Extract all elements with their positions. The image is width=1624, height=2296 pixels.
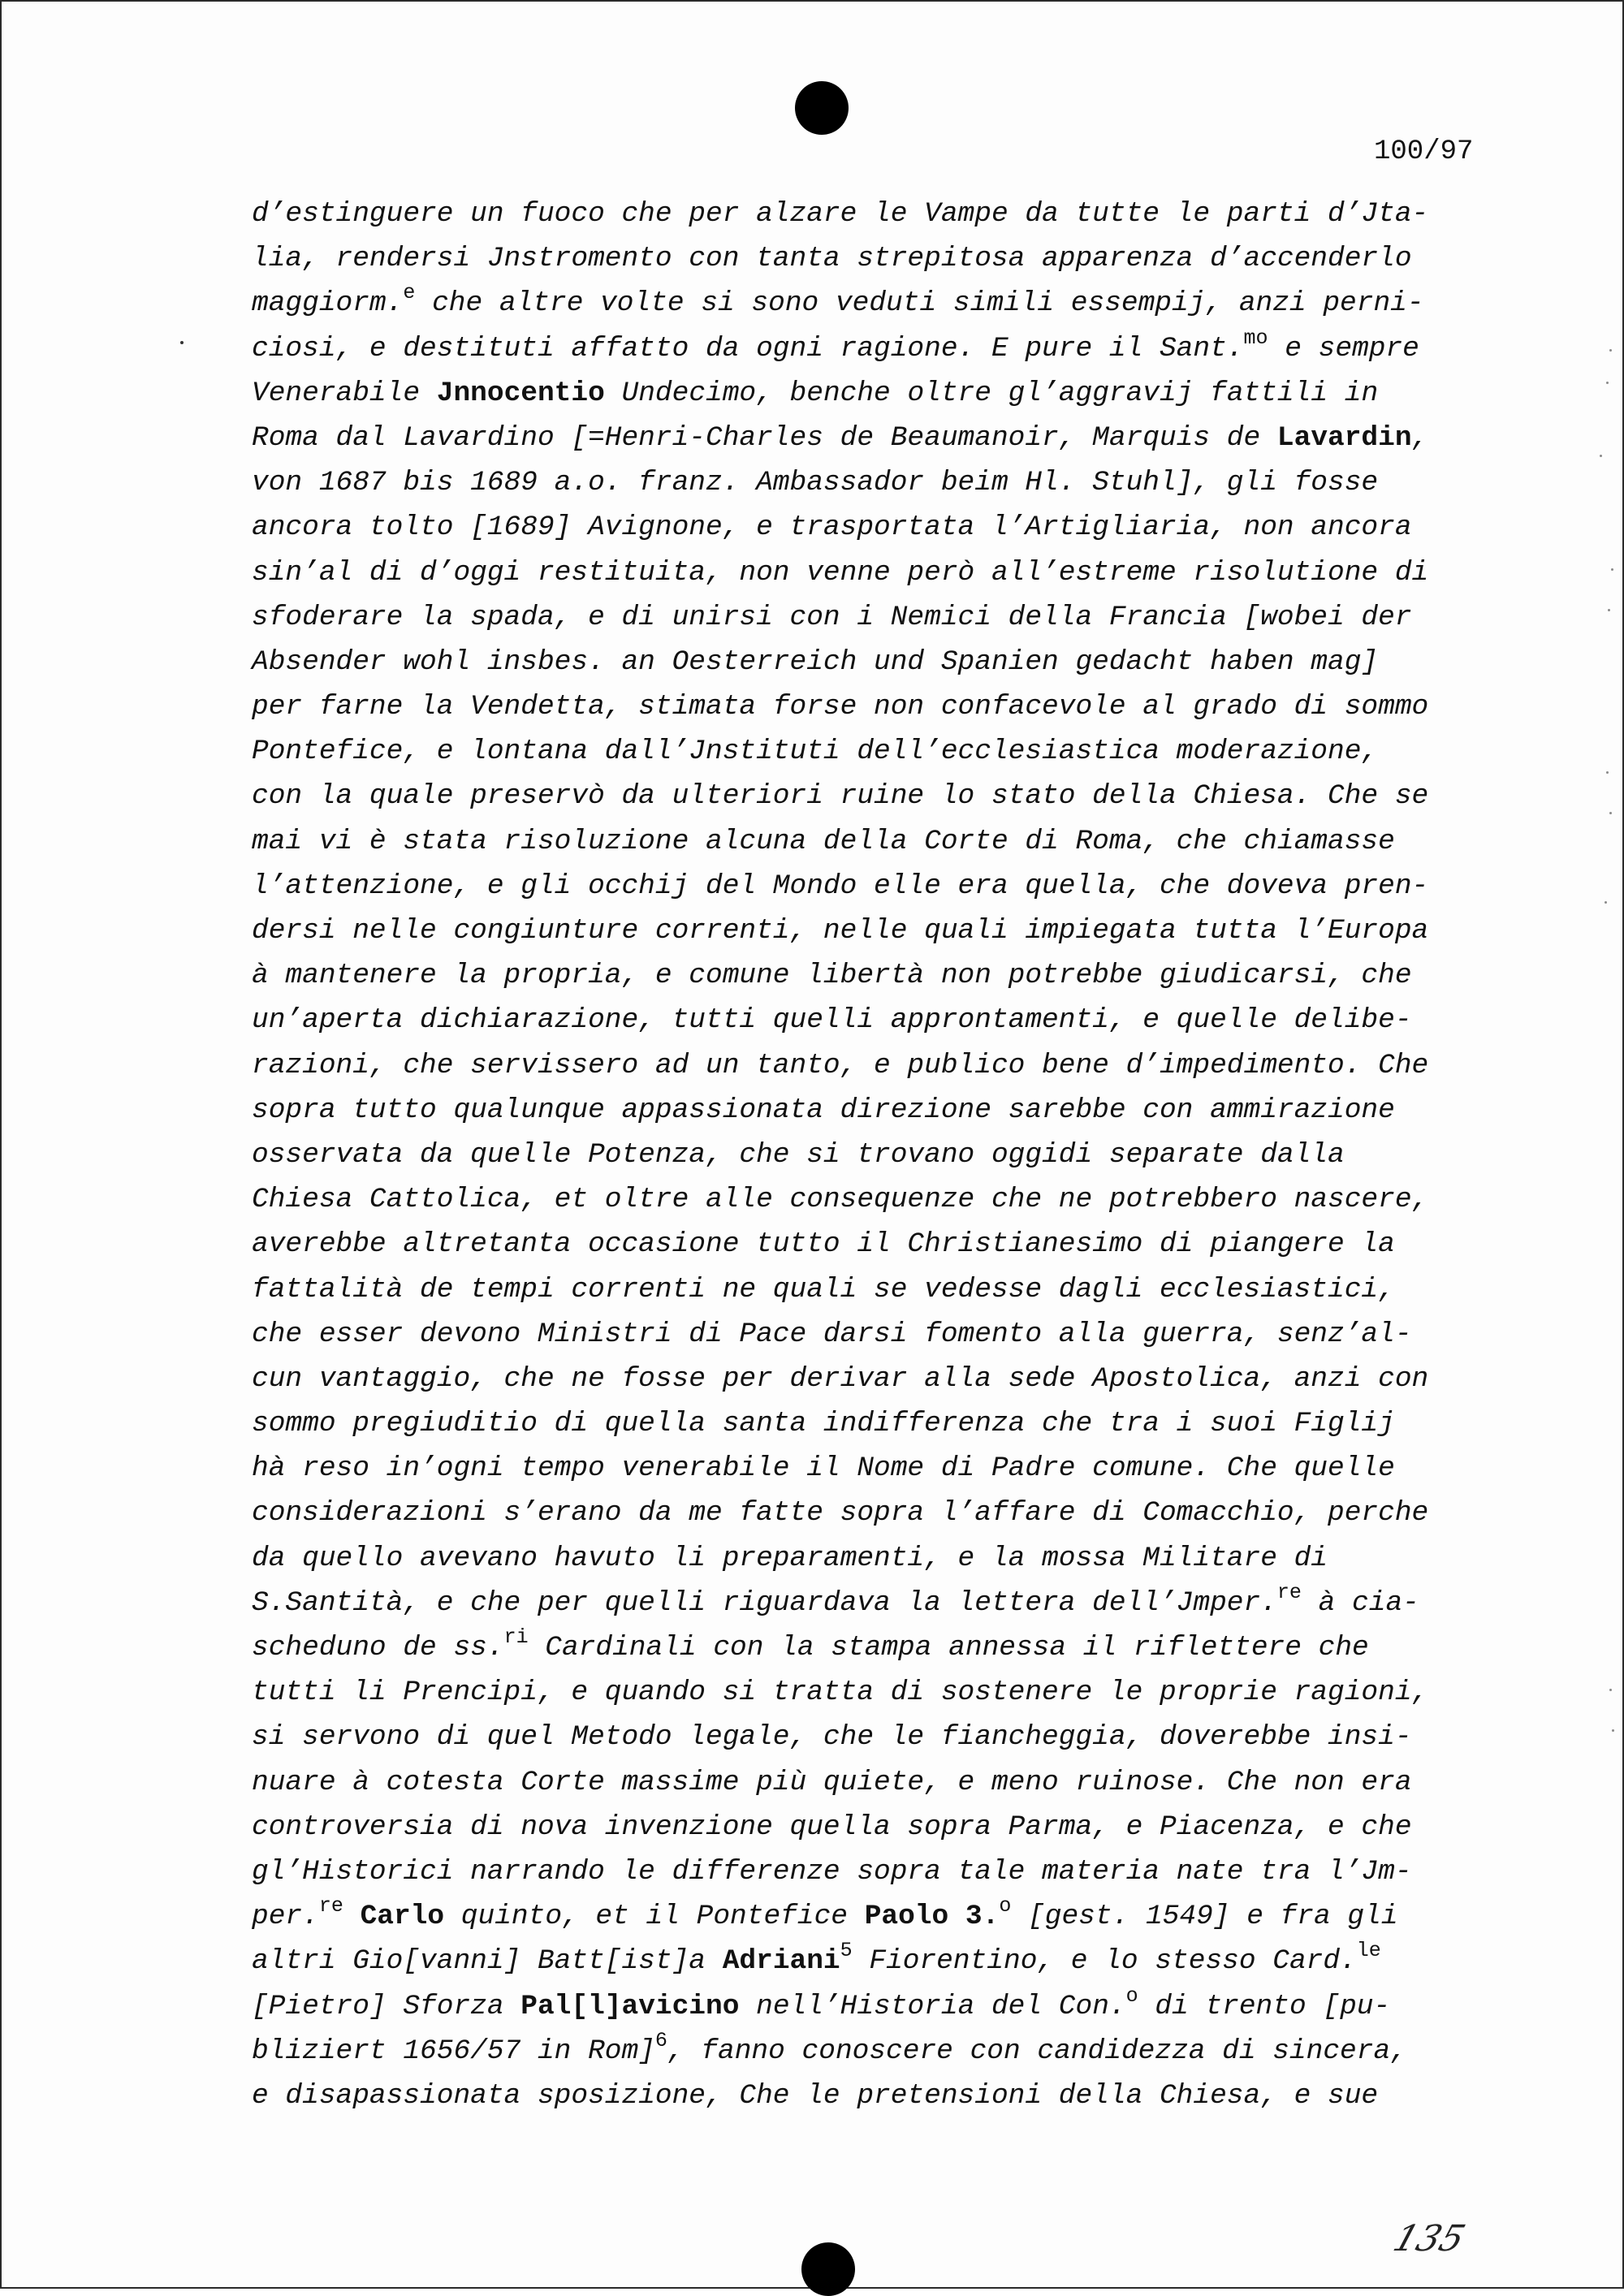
text-run: cun vantaggio, che ne fosse per derivar alla sede Apostolica, anzi con — [252, 1362, 1429, 1395]
text-run: averebbe altretanta occasione tutto il Christianesimo di piangere la — [252, 1228, 1395, 1261]
text-run: nuare à cotesta Corte massime più quiete, e meno ruinose. Che non era — [252, 1766, 1412, 1798]
text-run: ciosi, e destituti affatto da ogni ragione. E pure il Sant. — [252, 332, 1244, 365]
text-run: Fiorentino, e lo stesso Card. — [852, 1945, 1357, 1978]
text-run: sommo pregiuditio di quella santa indifferenza che tra i suoi Figlij — [252, 1408, 1395, 1440]
text-line — [252, 2029, 1502, 2074]
text-run: [Pietro] Sforza — [252, 1990, 521, 2022]
bold-name: Adriani — [722, 1945, 840, 1978]
text-line — [252, 953, 1502, 998]
bold-name: Jnnocentio — [436, 377, 605, 409]
bold-name: Paolo 3. — [864, 1901, 1000, 1933]
text-line — [252, 1849, 1502, 1894]
text-run: controversia di nova invenzione quella sopra Parma, e Piacenza, e che — [252, 1810, 1412, 1843]
text-run — [343, 1901, 361, 1932]
text-run: osservata da quelle Potenza, che si trovano oggidi separate dalla — [252, 1138, 1345, 1171]
margin-mark — [180, 341, 184, 344]
text-run: e sempre — [1268, 332, 1419, 365]
text-run: per. — [252, 1901, 319, 1933]
text-line — [252, 1625, 1502, 1670]
text-run: Undecimo, benche oltre gl’aggravij fattili in — [604, 377, 1379, 409]
bold-name: Lavardin — [1276, 421, 1412, 454]
text-line — [252, 1401, 1502, 1446]
text-run: , — [1411, 421, 1429, 454]
superscript-abbreviation: o — [999, 1894, 1012, 1918]
text-run: per farne la Vendetta, stimata forse non confacevole al grado di sommo — [252, 691, 1429, 723]
text-line — [252, 1984, 1502, 2029]
bold-name: Carlo — [360, 1901, 445, 1933]
text-line — [252, 595, 1502, 640]
text-run: e disapassionata sposizione, Che le pretensioni della Chiesa, e sue — [252, 2079, 1379, 2112]
text-run: di trento [pu- — [1138, 1990, 1391, 2022]
text-run: sin’al di d’oggi restituita, non venne però all’estreme risolutione di — [252, 556, 1429, 589]
text-line — [252, 371, 1502, 416]
text-run: razioni, che servissero ad un tanto, e publico bene d’impedimento. Che — [252, 1049, 1429, 1081]
text-run: à mantenere la propria, e comune libertà non potrebbe giudicarsi, che — [252, 960, 1412, 992]
text-line — [252, 1357, 1502, 1401]
text-line — [252, 1715, 1502, 1759]
text-line — [252, 550, 1502, 595]
text-line — [252, 1894, 1502, 1939]
text-line — [252, 281, 1502, 326]
text-run: con la quale preservò da ulteriori ruine lo stato della Chiesa. Che se — [252, 780, 1429, 813]
scan-speck — [1609, 812, 1612, 814]
text-run: Cardinali con la stampa annessa il riflettere che — [528, 1632, 1369, 1664]
text-line — [252, 236, 1502, 281]
text-run: maggiorm. — [252, 287, 404, 320]
text-line — [252, 1805, 1502, 1849]
bold-name: Pal[l]avicino — [520, 1990, 740, 2022]
scan-speck — [1609, 1689, 1612, 1691]
text-line — [252, 1536, 1502, 1581]
text-line — [252, 774, 1502, 818]
text-run: ancora tolto [1689] Avignone, e trasportata l’Artigliaria, non ancora — [252, 511, 1412, 544]
text-line — [252, 1088, 1502, 1133]
text-line — [252, 192, 1502, 236]
text-run: tutti li Prencipi, e quando si tratta di sostenere le proprie ragioni, — [252, 1677, 1429, 1709]
punch-hole-bottom — [801, 2242, 855, 2296]
superscript-abbreviation: mo — [1243, 326, 1268, 350]
text-run: Venerabile — [252, 377, 437, 409]
scan-speck — [1612, 1729, 1614, 1732]
text-line — [252, 729, 1502, 774]
text-line — [252, 819, 1502, 864]
text-line — [252, 908, 1502, 953]
text-run: sopra tutto qualunque appassionata direzione sarebbe con ammirazione — [252, 1094, 1395, 1126]
text-run: Roma dal Lavardino [=Henri-Charles de Beaumanoir, Marquis de — [252, 421, 1277, 454]
text-run: Pontefice, e lontana dall’Jnstituti dell’ecclesiastica moderazione, — [252, 736, 1379, 768]
text-run: von 1687 bis 1689 a.o. franz. Ambassador beim Hl. Stuhl], gli fosse — [252, 467, 1379, 499]
text-line — [252, 1670, 1502, 1715]
scan-speck — [1605, 901, 1607, 904]
text-line — [252, 1133, 1502, 1177]
text-line — [252, 1581, 1502, 1625]
text-line — [252, 1491, 1502, 1535]
superscript-abbreviation: 6 — [654, 2028, 667, 2052]
text-run: quinto, et il Pontefice — [444, 1901, 865, 1933]
folio-mark: 135 — [1388, 2218, 1471, 2259]
text-line — [252, 640, 1502, 684]
text-run: dersi nelle congiunture correnti, nelle quali impiegata tutta l’Europa — [252, 915, 1429, 947]
scan-speck — [1611, 568, 1613, 571]
scan-speck — [1606, 382, 1609, 384]
text-line — [252, 416, 1502, 460]
superscript-abbreviation: re — [318, 1894, 343, 1918]
superscript-abbreviation: ri — [503, 1625, 529, 1649]
superscript-abbreviation: o — [1125, 1983, 1138, 2008]
text-line — [252, 864, 1502, 908]
text-run: sfoderare la spada, e di unirsi con i Nemici della Francia [wobei der — [252, 601, 1412, 633]
text-run: si servono di quel Metodo legale, che le fiancheggia, doverebbe insi- — [252, 1721, 1412, 1754]
text-run: un’aperta dichiarazione, tutti quelli approntamenti, e quelle delibe- — [252, 1004, 1412, 1037]
text-line — [252, 1939, 1502, 1983]
text-line — [252, 505, 1502, 550]
punch-hole-top — [795, 81, 849, 135]
superscript-abbreviation: le — [1356, 1939, 1381, 1963]
page-number: 100/97 — [1374, 136, 1474, 167]
text-run: altri Gio[vanni] Batt[ist]a — [252, 1945, 723, 1978]
text-run: l’attenzione, e gli occhij del Mondo elle era quella, che doveva pren- — [252, 870, 1429, 902]
text-line — [252, 2074, 1502, 2118]
text-line — [252, 1222, 1502, 1267]
text-line — [252, 1446, 1502, 1491]
text-run: gl’Historici narrando le differenze sopra tale materia nate tra l’Jm- — [252, 1855, 1412, 1888]
text-run: scheduno de ss. — [252, 1632, 504, 1664]
scan-speck — [1609, 349, 1612, 352]
text-line — [252, 1177, 1502, 1222]
text-run: considerazioni s’erano da me fatte sopra l’affare di Comacchio, perche — [252, 1497, 1429, 1530]
superscript-abbreviation: e — [403, 281, 416, 305]
scan-speck — [1608, 609, 1610, 611]
text-run: à cia- — [1301, 1586, 1419, 1619]
superscript-abbreviation: 5 — [840, 1939, 853, 1963]
text-run: da quello avevano havuto li preparamenti, e la mossa Militare di — [252, 1542, 1328, 1574]
text-line — [252, 326, 1502, 371]
text-line — [252, 460, 1502, 505]
text-run: che esser devono Ministri di Pace darsi fomento alla guerra, senz’al- — [252, 1318, 1412, 1350]
text-line — [252, 998, 1502, 1042]
text-run: [gest. 1549] e fra gli — [1011, 1901, 1398, 1933]
scan-speck — [1600, 455, 1602, 457]
text-line — [252, 1043, 1502, 1088]
text-run: hà reso in’ogni tempo venerabile il Nome di Padre comune. Che quelle — [252, 1452, 1395, 1485]
text-line — [252, 1760, 1502, 1805]
text-run: , fanno conoscere con candidezza di sincera, — [667, 2035, 1407, 2067]
text-run: S.Santità, e che per quelli riguardava la lettera dell’Jmper. — [252, 1586, 1277, 1619]
text-line — [252, 1267, 1502, 1312]
superscript-abbreviation: re — [1276, 1580, 1302, 1604]
letter-body-text — [252, 192, 1502, 2118]
text-run: che altre volte si sono veduti simili essempij, anzi perni- — [415, 287, 1424, 320]
scan-speck — [1606, 771, 1609, 774]
text-run: bliziert 1656/57 in Rom] — [252, 2035, 655, 2067]
text-run: fattalità de tempi correnti ne quali se vedesse dagli ecclesiastici, — [252, 1273, 1395, 1306]
text-run: lia, rendersi Jnstromento con tanta strepitosa apparenza d’accenderlo — [252, 243, 1412, 275]
text-line — [252, 1312, 1502, 1357]
text-run: mai vi è stata risoluzione alcuna della Corte di Roma, che chiamasse — [252, 825, 1395, 857]
text-line — [252, 684, 1502, 729]
text-run: Absender wohl insbes. an Oesterreich und Spanien gedacht haben mag] — [252, 645, 1379, 678]
text-run: nell’Historia del Con. — [739, 1990, 1126, 2022]
text-run: d’estinguere un fuoco che per alzare le Vampe da tutte le parti d’Jta- — [252, 198, 1429, 230]
text-run: Chiesa Cattolica, et oltre alle consequenze che ne potrebbero nascere, — [252, 1184, 1429, 1216]
